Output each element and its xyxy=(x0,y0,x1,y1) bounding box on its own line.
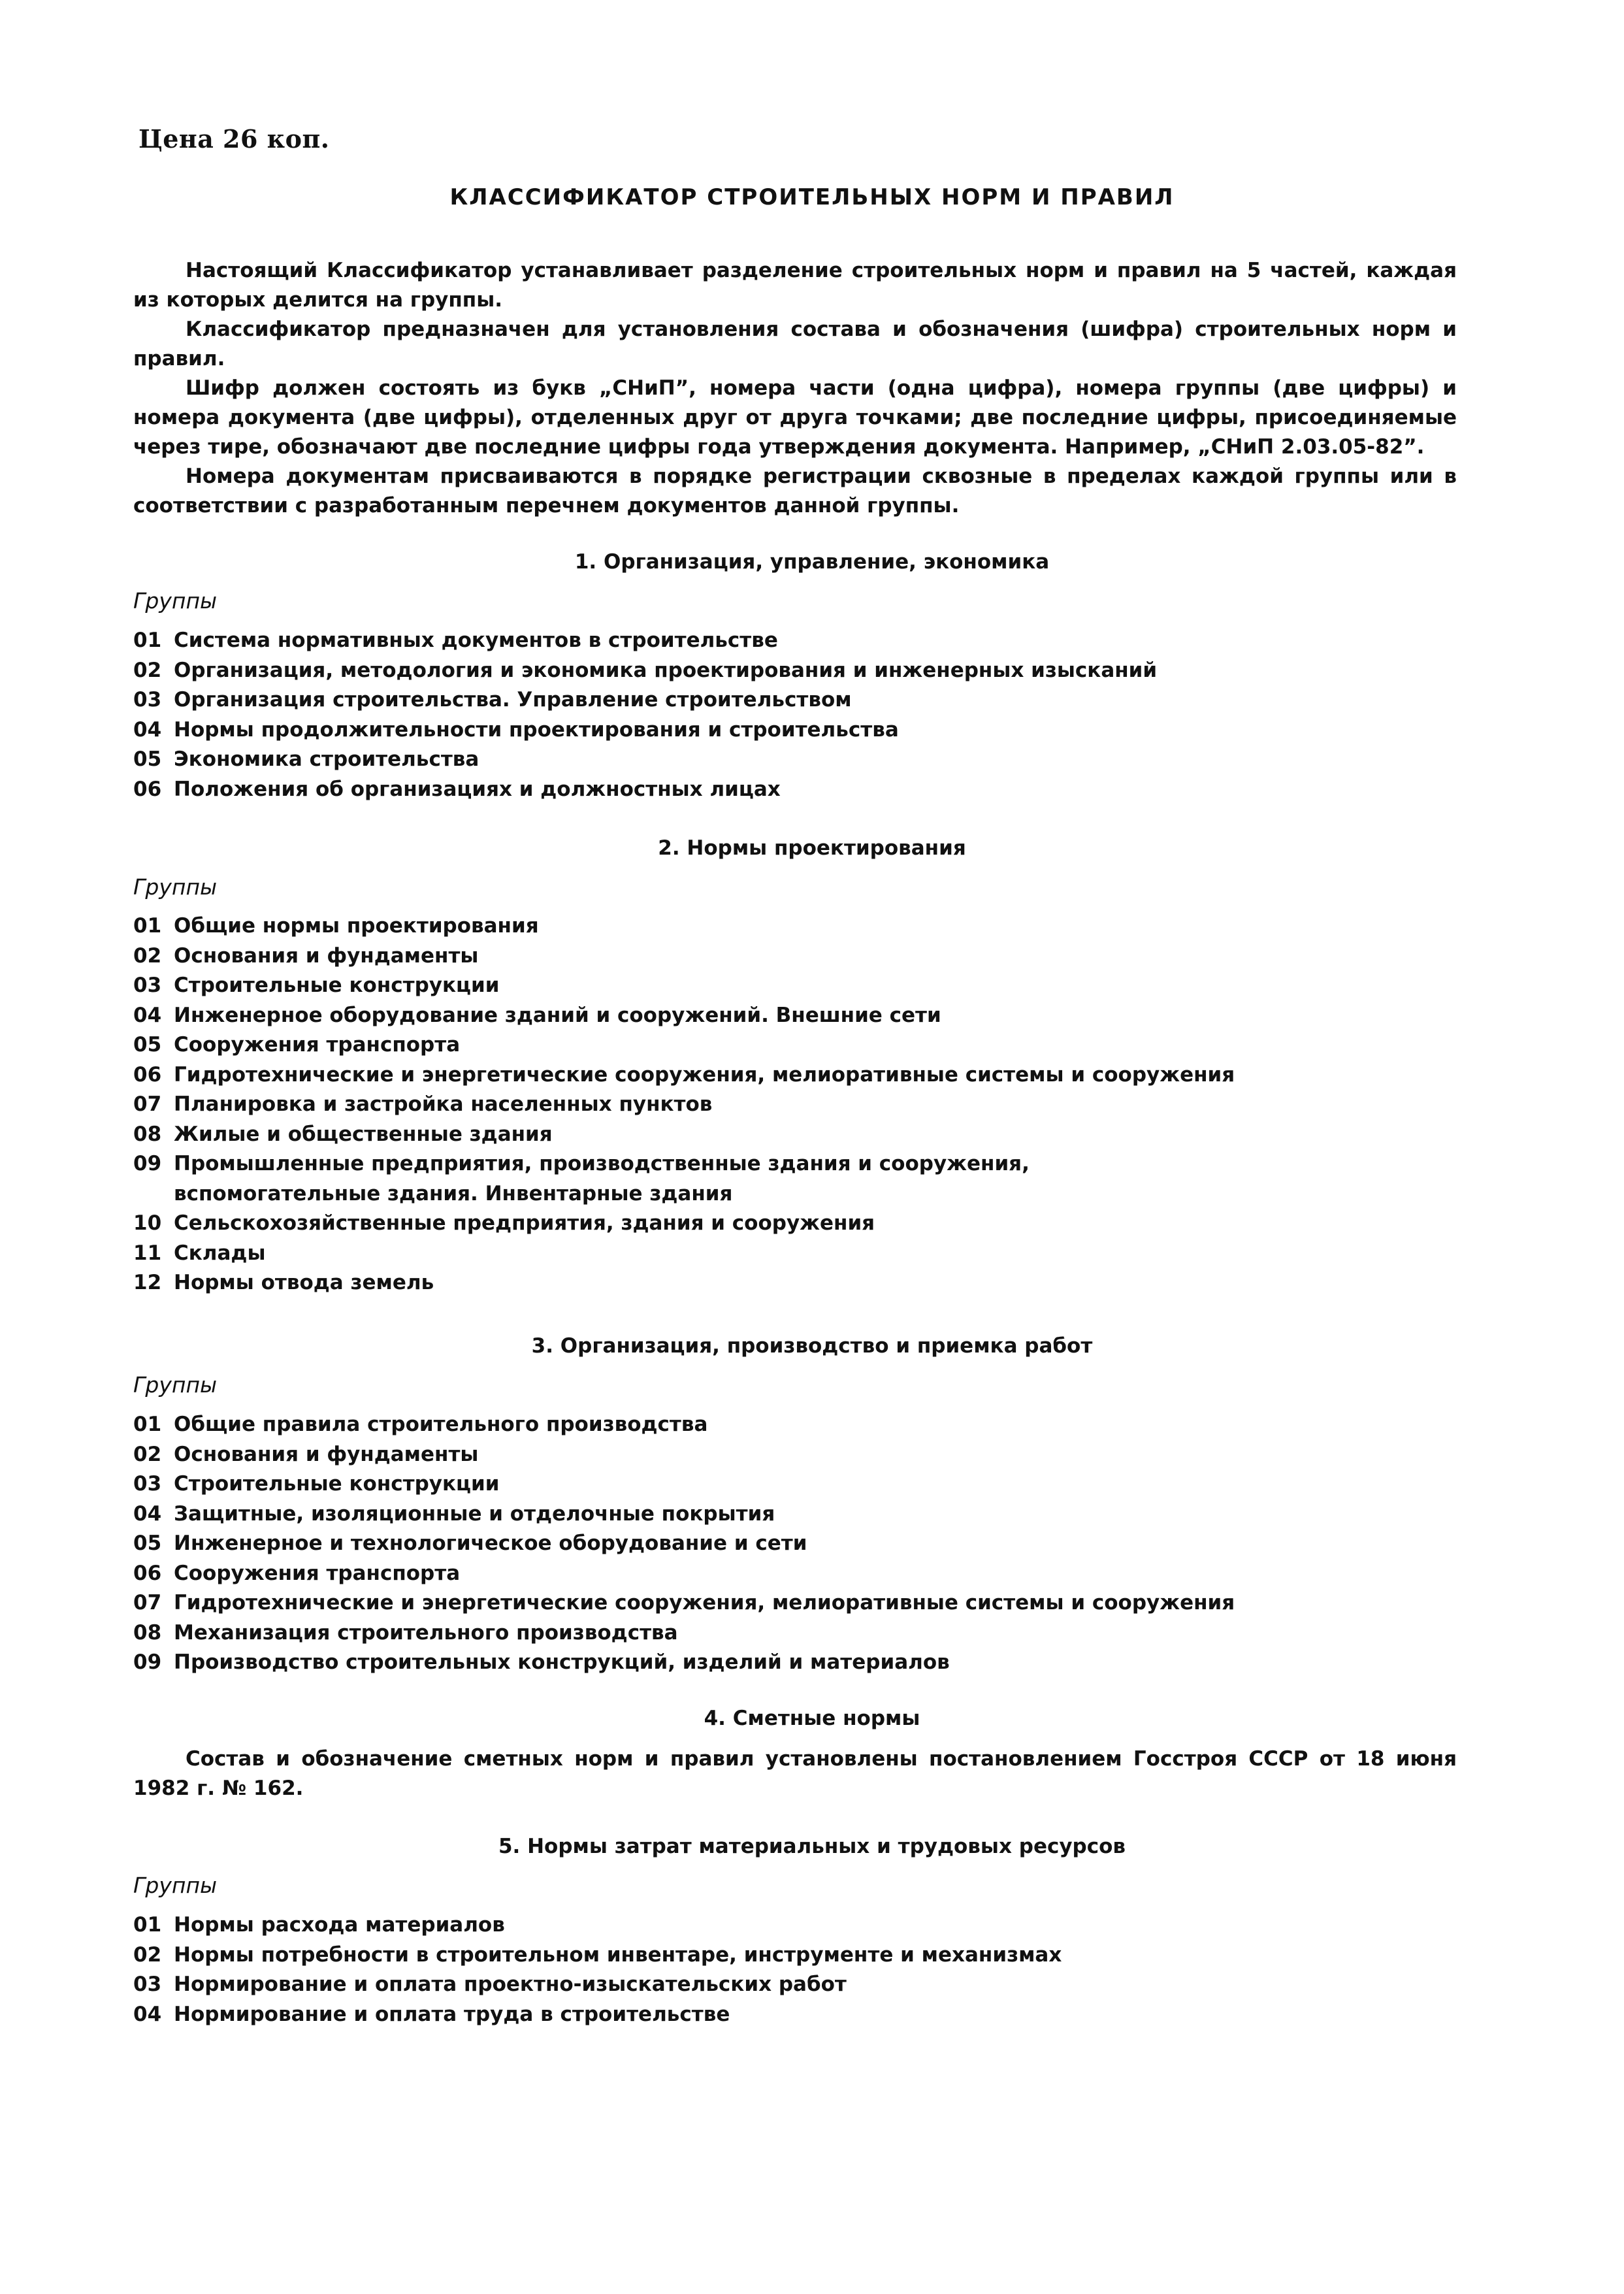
list-item xyxy=(133,1268,1457,1298)
list-item xyxy=(133,1618,1457,1648)
section-heading-3: 3. Организация, производство и приемка работ xyxy=(531,1334,1093,1358)
group-label: Общие нормы проектирования xyxy=(174,914,539,938)
group-code: 01 xyxy=(133,914,162,938)
list-item xyxy=(133,1001,1457,1031)
group-code: 07 xyxy=(133,1591,162,1614)
list-item xyxy=(133,1970,1457,2000)
group-label: Гидротехнические и энергетические сооружения, мелиоративные системы и сооружения xyxy=(174,1062,1235,1087)
section-2-group-list xyxy=(133,911,1457,1298)
group-code: 02 xyxy=(133,943,162,968)
list-item xyxy=(133,1030,1457,1060)
list-item xyxy=(133,1910,1457,1941)
group-label: Нормы продолжительности проектирования и строительства xyxy=(174,717,899,742)
list-item xyxy=(133,1090,1457,1120)
group-label: Жилые и общественные здания xyxy=(174,1122,553,1146)
group-label: Производство строительных конструкций, изделий и материалов xyxy=(174,1650,950,1674)
group-code: 01 xyxy=(133,629,162,652)
group-label: Гидротехнические и энергетические сооружения, мелиоративные системы и сооружения xyxy=(174,1591,1235,1614)
list-item xyxy=(133,1440,1457,1470)
list-item xyxy=(133,1469,1457,1499)
group-label: Инженерное оборудование зданий и сооружений. Внешние сети xyxy=(174,1003,941,1027)
price-label: Цена 26 коп. xyxy=(138,124,330,154)
group-code: 04 xyxy=(133,1501,162,1526)
list-item xyxy=(133,745,1457,775)
group-code: 05 xyxy=(133,1033,162,1057)
group-code: 07 xyxy=(133,1092,162,1116)
group-code: 06 xyxy=(133,1561,162,1585)
group-label: Инженерное и технологическое оборудование и сети xyxy=(174,1532,807,1555)
group-code: 05 xyxy=(133,747,162,771)
section-5-group-list xyxy=(133,1910,1457,2029)
group-label: Защитные, изоляционные и отделочные покрытия xyxy=(174,1501,775,1526)
group-label: Положения об организациях и должностных лицах xyxy=(174,777,781,801)
list-item xyxy=(133,1559,1457,1589)
group-code: 02 xyxy=(133,1442,162,1466)
group-label: Нормы расхода материалов xyxy=(174,1913,505,1937)
group-label: Сооружения транспорта xyxy=(174,1033,461,1057)
groups-label: Группы xyxy=(133,874,218,900)
group-label: Строительные конструкции xyxy=(174,1472,500,1496)
groups-label: Группы xyxy=(133,588,218,614)
group-label: Механизация строительного производства xyxy=(174,1620,678,1645)
group-label: Нормирование и оплата труда в строительстве xyxy=(174,2002,730,2026)
group-label: Система нормативных документов в строительстве xyxy=(174,629,778,652)
section-heading-5: 5. Нормы затрат материальных и трудовых ресурсов xyxy=(498,1835,1126,1858)
group-label: Сооружения транспорта xyxy=(174,1561,461,1585)
group-label: Экономика строительства xyxy=(174,747,479,771)
list-item xyxy=(133,1588,1457,1618)
groups-label: Группы xyxy=(133,1372,218,1398)
group-code: 12 xyxy=(133,1271,162,1294)
group-code: 04 xyxy=(133,2002,162,2026)
section-heading-1: 1. Организация, управление, экономика xyxy=(574,550,1050,574)
document-title: КЛАССИФИКАТОР СТРОИТЕЛЬНЫХ НОРМ И ПРАВИЛ xyxy=(449,184,1175,210)
group-label: Основания и фундаменты xyxy=(174,943,479,968)
list-item xyxy=(133,911,1457,942)
list-item xyxy=(133,1941,1457,1971)
list-item xyxy=(133,1529,1457,1559)
intro-paragraph: Шифр должен состоять из букв „СНиП”, номера части (одна цифра), номера группы (две цифры) и номера документа (две цифры), отделенных друг от друга точками; две последние цифры, присоединяемые через тире, обозначают две последние цифры года утверждения документа. Например, „СНиП 2.03.05-82”. xyxy=(133,376,1457,459)
group-label: Строительные конструкции xyxy=(174,974,500,997)
list-item xyxy=(133,2000,1457,2030)
intro-paragraph: Настоящий Классификатор устанавливает разделение строительных норм и правил на 5 частей, каждая из которых делится на группы. xyxy=(133,259,1457,312)
group-label: Организация, методология и экономика проектирования и инженерных изысканий xyxy=(174,658,1158,682)
group-code: 06 xyxy=(133,1062,162,1087)
group-code: 03 xyxy=(133,1973,162,1996)
group-label: Нормы отвода земель xyxy=(174,1271,434,1294)
list-item xyxy=(133,1149,1457,1209)
list-item xyxy=(133,1239,1457,1269)
intro-paragraph: Классификатор предназначен для установления состава и обозначения (шифра) строительных норм и правил. xyxy=(133,318,1457,370)
group-code: 05 xyxy=(133,1532,162,1555)
group-label: Нормы потребности в строительном инвентаре, инструменте и механизмах xyxy=(174,1942,1062,1967)
list-item xyxy=(133,626,1457,656)
group-code: 04 xyxy=(133,1003,162,1027)
group-code: 08 xyxy=(133,1620,162,1645)
list-item xyxy=(133,656,1457,686)
group-label: Склады xyxy=(174,1241,266,1265)
list-item xyxy=(133,775,1457,805)
group-label: Сельскохозяйственные предприятия, здания и сооружения xyxy=(174,1211,875,1235)
section-3-group-list xyxy=(133,1410,1457,1678)
group-code: 09 xyxy=(133,1650,162,1674)
list-item xyxy=(133,971,1457,1001)
group-code: 06 xyxy=(133,777,162,801)
groups-label: Группы xyxy=(133,1873,218,1898)
group-code: 08 xyxy=(133,1122,162,1146)
group-code: 10 xyxy=(133,1211,162,1235)
group-label: Нормирование и оплата проектно-изыскательских работ xyxy=(174,1973,847,1996)
group-code: 09 xyxy=(133,1152,162,1175)
list-item xyxy=(133,685,1457,715)
group-code: 03 xyxy=(133,1472,162,1496)
group-code: 04 xyxy=(133,717,162,742)
group-code: 02 xyxy=(133,658,162,682)
intro-paragraph: Номера документам присваиваются в порядке регистрации сквозные в пределах каждой группы или в соответствии с разработанным перечнем документов данной группы. xyxy=(133,465,1457,517)
section-heading-2: 2. Нормы проектирования xyxy=(658,836,966,860)
group-code: 01 xyxy=(133,1413,162,1436)
list-item xyxy=(133,1209,1457,1239)
group-code: 02 xyxy=(133,1942,162,1967)
section-1-group-list xyxy=(133,626,1457,804)
group-label: Организация строительства. Управление строительством xyxy=(174,688,852,712)
list-item xyxy=(133,1648,1457,1678)
section-4-text: Состав и обозначение сметных норм и правил установлены постановлением Госстроя СССР от 18 июня 1982 г. № 162. xyxy=(133,1747,1457,1800)
intro-text xyxy=(133,256,1457,521)
list-item xyxy=(133,1499,1457,1530)
list-item xyxy=(133,715,1457,746)
group-code: 03 xyxy=(133,974,162,997)
list-item xyxy=(133,942,1457,972)
group-code: 11 xyxy=(133,1241,162,1265)
list-item xyxy=(133,1120,1457,1150)
section-heading-4: 4. Сметные нормы xyxy=(704,1707,920,1730)
list-item xyxy=(133,1410,1457,1440)
group-code: 03 xyxy=(133,688,162,712)
group-label: Планировка и застройка населенных пунктов xyxy=(174,1092,713,1116)
group-label: Основания и фундаменты xyxy=(174,1442,479,1466)
list-item xyxy=(133,1060,1457,1090)
group-label: Промышленные предприятия, производственные здания и сооружения, вспомогательные здания. Инвентарные здания xyxy=(174,1152,1030,1205)
group-label: Общие правила строительного производства xyxy=(174,1413,708,1436)
group-code: 01 xyxy=(133,1913,162,1937)
